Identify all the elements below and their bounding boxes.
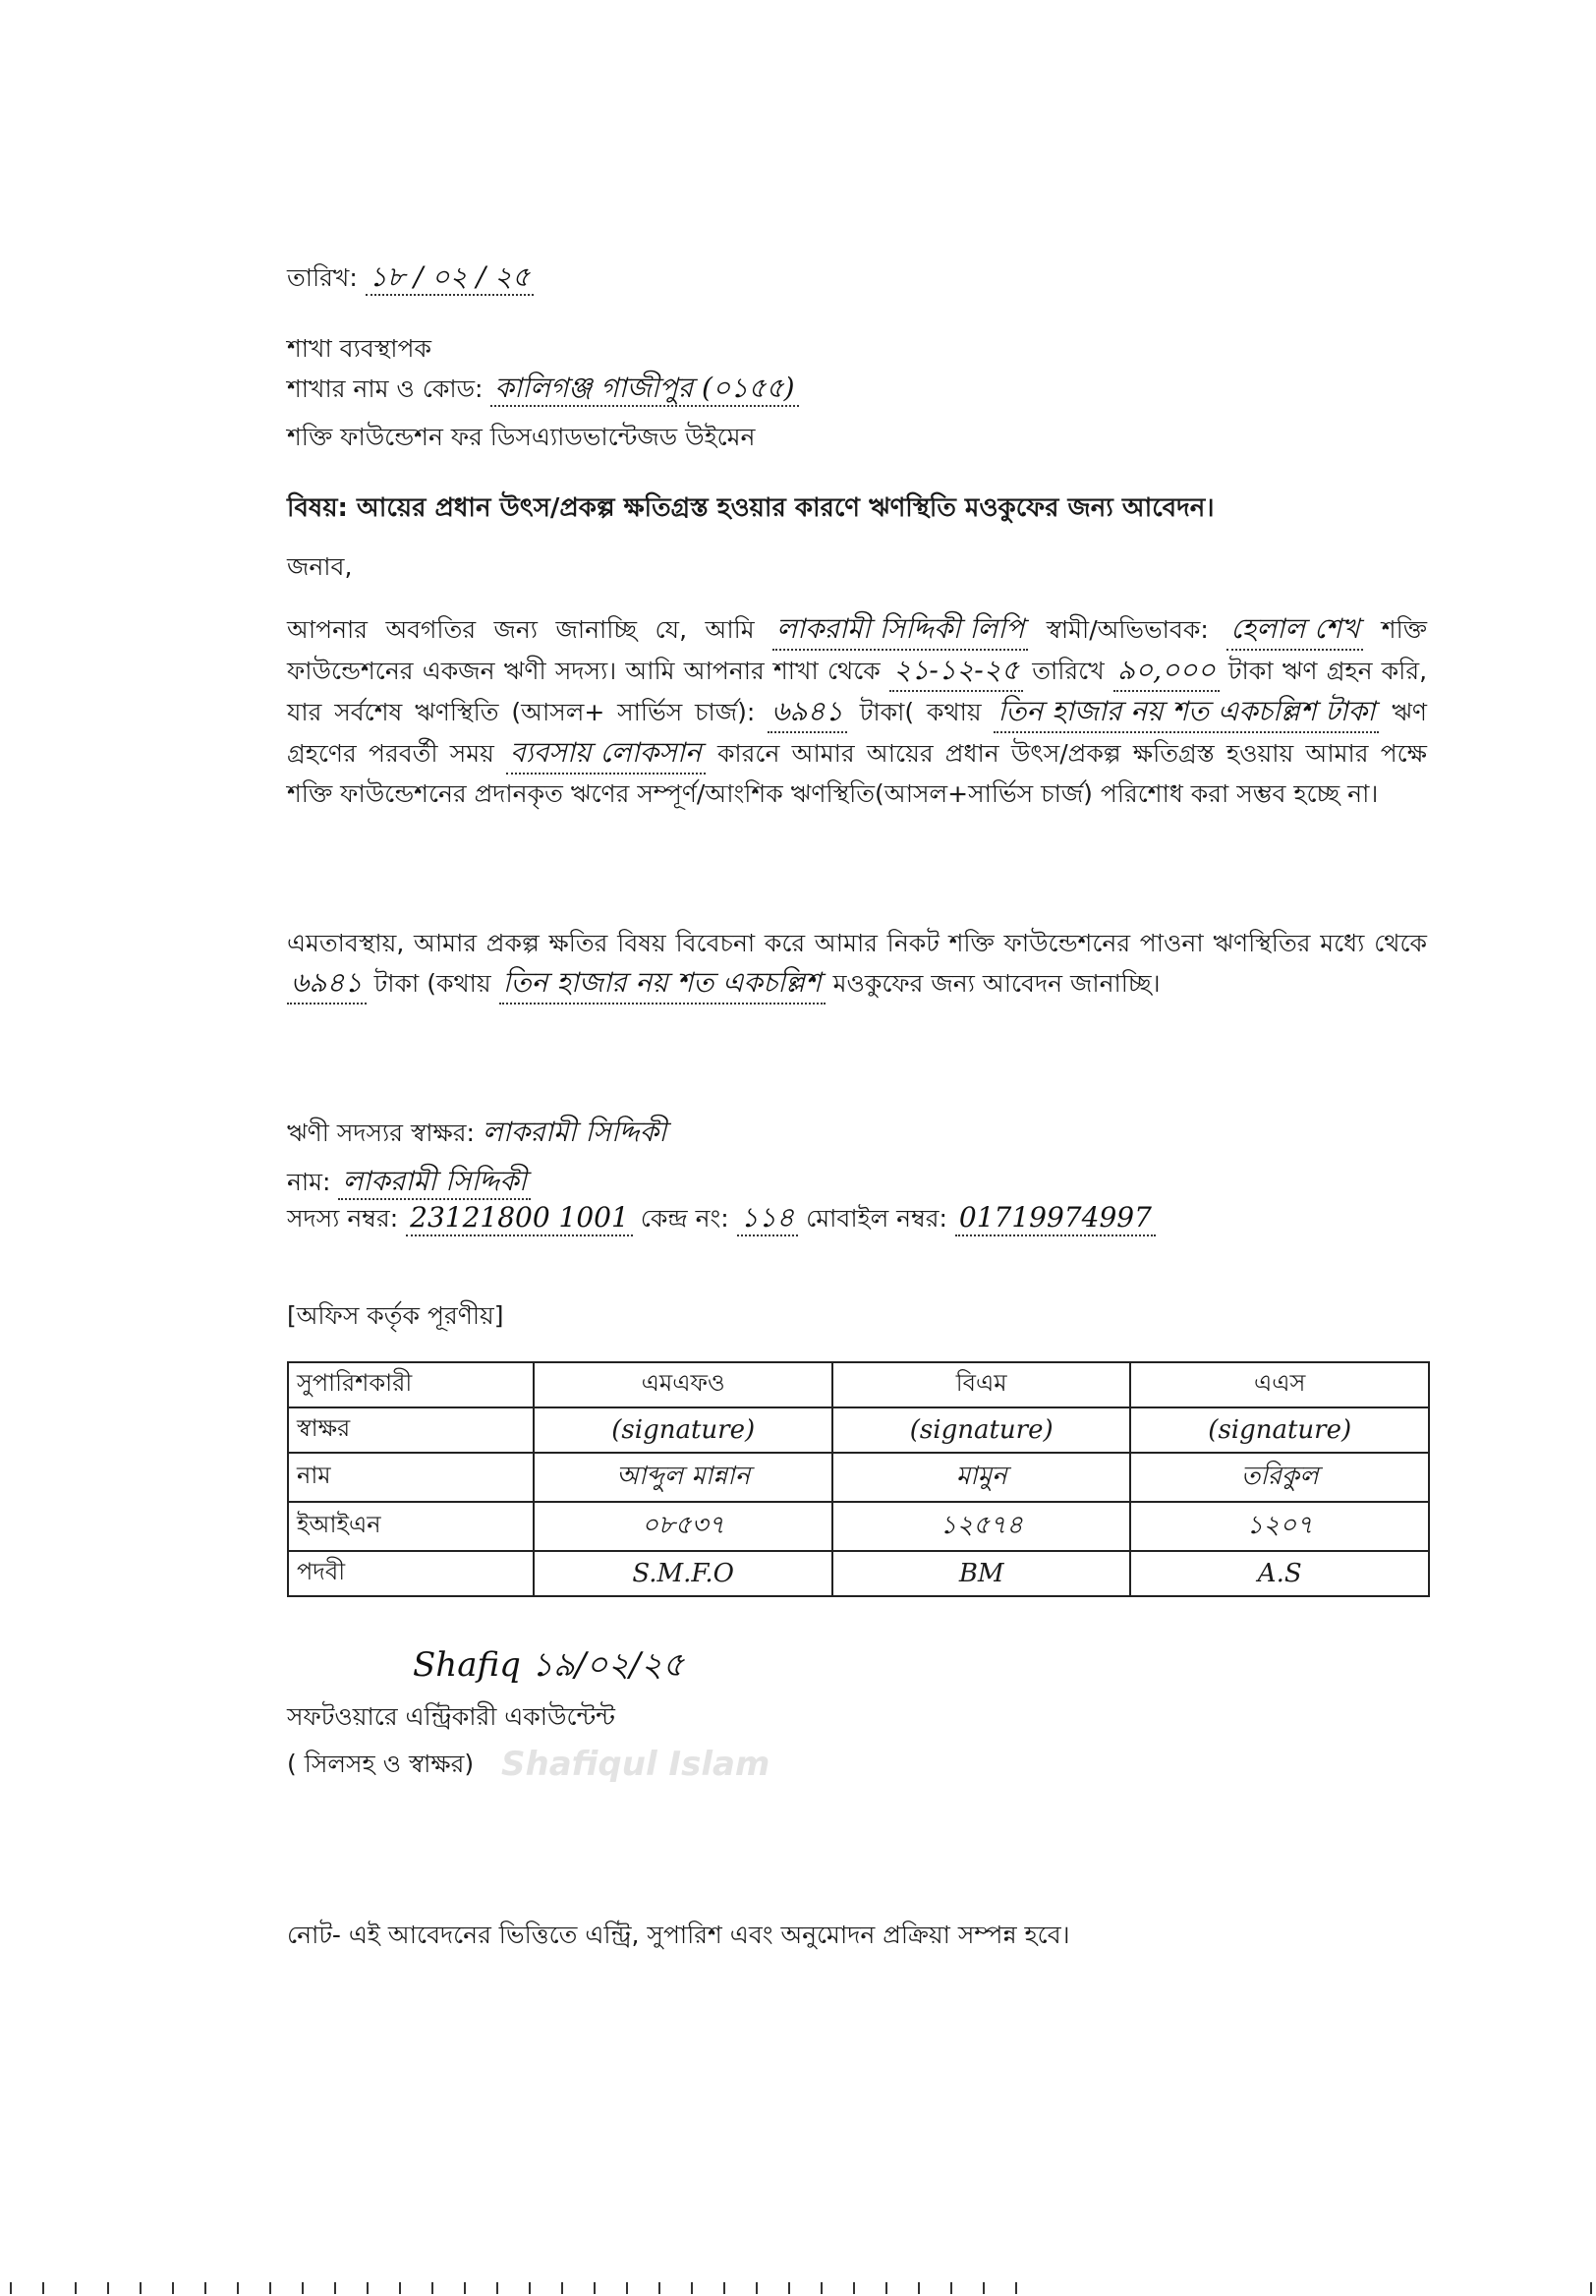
p2-intro: এমতাবস্থায়, আমার প্রকল্প ক্ষতির বিষয় বিবেচনা করে আমার নিকট শক্তি ফাউন্ডেশনের পাওনা ঋণস্থিতির মধ্যে থেকে (287, 929, 1427, 957)
scan-tick-mark (626, 2282, 628, 2294)
p1-member-text: শক্তি ফাউন্ডেশনের একজন ঋণী সদস্য। আমি আপনার শাখা থেকে (287, 615, 1428, 685)
row-label: স্বাক্ষর (288, 1407, 534, 1453)
scan-tick-mark (950, 2282, 952, 2294)
scan-tick-mark (983, 2282, 985, 2294)
member-name-field[interactable]: লাকরামী সিদ্দিকী লিপি (772, 609, 1028, 651)
center-field[interactable]: ১১৪ (737, 1201, 799, 1236)
scan-tick-mark (237, 2282, 239, 2294)
accountant-title: সফটওয়ারে এন্ট্রিকারী একাউন্টেন্ট (287, 1702, 615, 1731)
table-row-signature (288, 1407, 1429, 1453)
branch-line (287, 372, 799, 407)
mobile-field[interactable]: 01719974997 (955, 1201, 1156, 1236)
member-no-field[interactable]: 23121800 1001 (406, 1201, 633, 1236)
faint-seal-stamp: Shafiqul Islam (501, 1745, 770, 1784)
p1-intro: আপনার অবগতির জন্য জানাচ্ছি যে, আমি (287, 615, 755, 644)
p2-words-label: টাকা (কথায় (373, 969, 491, 998)
mfo-signature[interactable]: (signature) (534, 1407, 832, 1453)
scan-tick-mark (529, 2282, 531, 2294)
member-signature-label: ঋণী সদস্যর স্বাক্ষর: (287, 1119, 475, 1147)
scan-tick-mark (496, 2282, 498, 2294)
after-loan-text: ঋণ গ্রহণের পরবর্তী সময় (287, 698, 1427, 768)
recipient-title: শাখা ব্যবস্থাপক (287, 334, 431, 363)
scan-tick-mark (334, 2282, 336, 2294)
member-signature[interactable]: লাকরামী সিদ্দিকী (482, 1116, 667, 1148)
accountant-seal-note: ( সিলসহ ও স্বাক্ষর) (287, 1750, 475, 1778)
scan-tick-mark (658, 2282, 660, 2294)
waiver-amount-field[interactable]: ৬৯৪১ (287, 963, 367, 1004)
table-row-ein (288, 1502, 1429, 1551)
branch-label: শাখার নাম ও কোড: (287, 374, 484, 403)
scan-tick-mark (821, 2282, 823, 2294)
loan-amount-field[interactable]: ৯০,০০০ (1113, 651, 1220, 692)
member-name-value[interactable]: লাকরামী সিদ্দিকী (338, 1165, 530, 1200)
scan-tick-mark (172, 2282, 174, 2294)
scan-tick-mark (756, 2282, 758, 2294)
scan-tick-mark (594, 2282, 596, 2294)
scan-tick-mark (399, 2282, 401, 2294)
scan-tick-mark (1590, 2282, 1592, 2294)
scan-tick-mark (853, 2282, 855, 2294)
scan-tick-mark (10, 2282, 12, 2294)
scan-tick-mark (42, 2282, 44, 2294)
scan-edge-marks (0, 2282, 1596, 2296)
table-header-row (288, 1362, 1429, 1407)
reason-field[interactable]: ব্যবসায় লোকসান (506, 733, 706, 775)
member-no-label: সদস্য নম্বর: (287, 1204, 399, 1233)
branch-value[interactable]: কালিগঞ্জ গাজীপুর (০১৫৫) (490, 372, 798, 407)
p1-loan-text: টাকা ঋণ গ্রহন করি, যার সর্বশেষ ঋণস্থিতি (আসল+ সার্ভিস চার্জ): (287, 657, 1428, 726)
organization-name: শক্তি ফাউন্ডেশন ফর ডিসএ্যাডভান্টেজড উইমেন (287, 423, 756, 451)
scan-tick-mark (691, 2282, 693, 2294)
scan-tick-mark (723, 2282, 725, 2294)
date-value[interactable]: ১৮ / ০২ / ২৫ (366, 260, 535, 296)
scan-tick-mark (367, 2282, 369, 2294)
date-label: তারিখ: (287, 263, 358, 292)
mfo-designation[interactable]: S.M.F.O (534, 1551, 832, 1596)
accountant-signature[interactable]: Shafiq ১৯/০২/২৫ (413, 1645, 685, 1685)
salutation: জনাব, (287, 552, 353, 581)
member-name-label: নাম: (287, 1168, 331, 1196)
scan-tick-mark (885, 2282, 887, 2294)
member-signature-line (287, 1116, 666, 1150)
scan-tick-mark (788, 2282, 790, 2294)
words-label: টাকা( কথায় (859, 698, 982, 726)
mfo-name[interactable]: আব্দুল মান্নান (534, 1453, 832, 1502)
scan-tick-mark (302, 2282, 304, 2294)
scan-tick-mark (561, 2282, 563, 2294)
row-label: ইআইএন (288, 1502, 534, 1551)
row-label: পদবী (288, 1551, 534, 1596)
scan-tick-mark (431, 2282, 433, 2294)
as-ein[interactable]: ১২০৭ (1130, 1502, 1429, 1551)
as-signature[interactable]: (signature) (1130, 1407, 1429, 1453)
balance-words-field[interactable]: তিন হাজার নয় শত একচল্লিশ টাকা (994, 692, 1379, 733)
scan-tick-mark (140, 2282, 142, 2294)
bm-signature[interactable]: (signature) (832, 1407, 1131, 1453)
table-row-name (288, 1453, 1429, 1502)
header-bm: বিএম (832, 1362, 1131, 1407)
date-suffix: তারিখে (1032, 657, 1105, 685)
waiver-words-field[interactable]: তিন হাজার নয় শত একচল্লিশ (499, 963, 826, 1004)
date-line (287, 260, 534, 296)
scan-tick-mark (75, 2282, 77, 2294)
loan-date-field[interactable]: ২১-১২-২৫ (889, 651, 1023, 692)
scan-tick-mark (204, 2282, 206, 2294)
office-section-label: [অফিস কর্তৃক পূরণীয়] (287, 1301, 504, 1330)
scan-tick-mark (464, 2282, 466, 2294)
row-label: নাম (288, 1453, 534, 1502)
bm-designation[interactable]: BM (832, 1551, 1131, 1596)
subject-line: বিষয়: আয়ের প্রধান উৎস/প্রকল্প ক্ষতিগ্রস্ত হওয়ার কারণে ঋণস্থিতি মওকুফের জন্য আবেদন। (287, 493, 1215, 523)
p1-rest: কারনে আমার আয়ের প্রধান উৎস/প্রকল্প ক্ষতিগ্রস্ত হওয়ায় আমার পক্ষে শক্তি ফাউন্ডেশনের প্রদানকৃত ঋণের সম্পূর্ণ/আংশিক ঋণস্থিতি(আসল+সার্ভিস চার্জ) পরিশোধ করা সম্ভব হচ্ছে না। (287, 739, 1427, 808)
member-name-line (287, 1165, 531, 1200)
footer-note: নোট- এই আবেদনের ভিত্তিতে এন্ট্রি, সুপারিশ এবং অনুমোদন প্রক্রিয়া সম্পন্ন হবে। (287, 1921, 1070, 1949)
header-mfo: এমএফও (534, 1362, 832, 1407)
mobile-label: মোবাইল নম্বর: (806, 1204, 947, 1233)
guardian-field[interactable]: হেলাল শেখ (1226, 609, 1363, 651)
balance-field[interactable]: ৬৯৪১ (768, 692, 847, 733)
bm-name[interactable]: মামুন (832, 1453, 1131, 1502)
scan-tick-mark (918, 2282, 920, 2294)
scan-tick-mark (107, 2282, 109, 2294)
member-ids-line (287, 1201, 1156, 1236)
as-name[interactable]: তরিকুল (1130, 1453, 1429, 1502)
paragraph-1 (287, 609, 1427, 814)
recommendation-table (287, 1361, 1430, 1597)
paragraph-2 (287, 924, 1427, 1004)
as-designation[interactable]: A.S (1130, 1551, 1429, 1596)
header-as: এএস (1130, 1362, 1429, 1407)
table-row-designation (288, 1551, 1429, 1596)
scan-tick-mark (1015, 2282, 1017, 2294)
scan-tick-mark (269, 2282, 271, 2294)
center-label: কেন্দ্র নং: (640, 1204, 729, 1233)
p2-rest: মওকুফের জন্য আবেদন জানাচ্ছি। (832, 969, 1161, 998)
header-recommender: সুপারিশকারী (288, 1362, 534, 1407)
bm-ein[interactable]: ১২৫৭৪ (832, 1502, 1131, 1551)
mfo-ein[interactable]: ০৮৫৩৭ (534, 1502, 832, 1551)
guardian-label: স্বামী/অভিভাবক: (1046, 615, 1209, 644)
